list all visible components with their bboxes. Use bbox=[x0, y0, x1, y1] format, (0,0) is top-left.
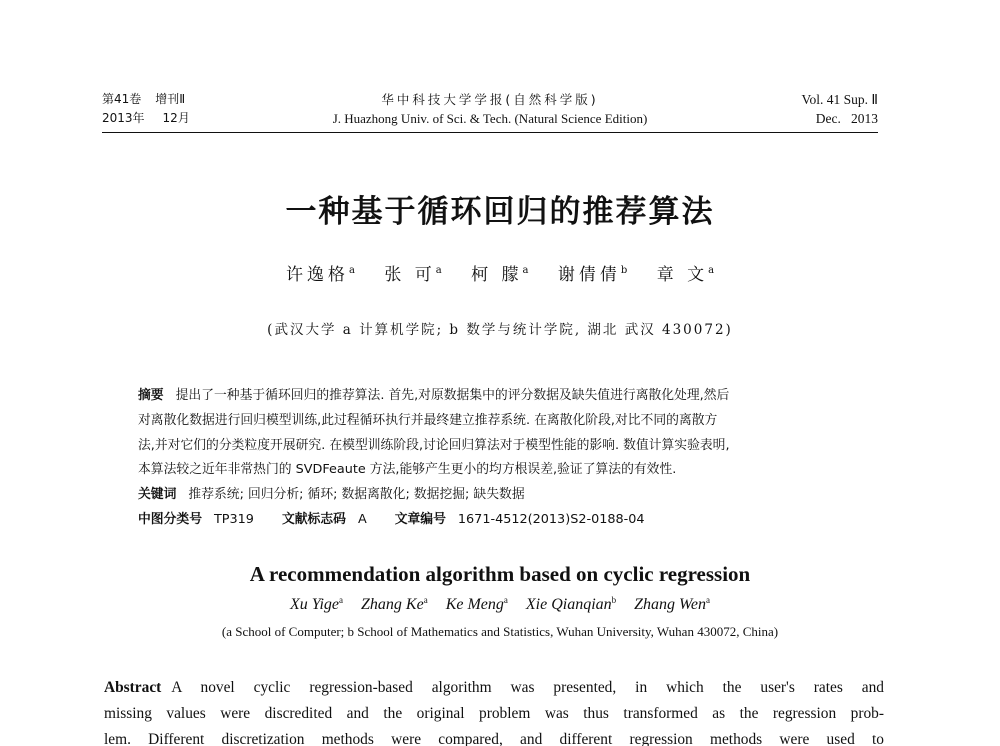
keywords-cn bbox=[138, 483, 858, 508]
author-cn: 章 文$^a$ bbox=[656, 265, 715, 285]
abstract-line-cn: 法,并对它们的分类粒度开展研究. 在模型训练阶段,讨论回归算法对于模型性能的影响. 数值计算实验表明, bbox=[138, 437, 730, 453]
abstract-block-cn bbox=[138, 384, 858, 533]
paper-title-cn: 一种基于循环回归的推荐算法 bbox=[285, 194, 715, 230]
author-cn: 张 可$^a$ bbox=[384, 265, 442, 285]
author-list-en bbox=[0, 595, 1000, 614]
abstract-line-cn: 本算法较之近年非常热门的 SVDFeaute 方法,能够产生更小的均方根误差,验证了算法的有效性. bbox=[138, 462, 677, 478]
abstract-line-en: lem. Different discretization methods were compared, and different regression methods were used to bbox=[104, 731, 884, 746]
paper-title-en: A recommendation algorithm based on cyclic regression bbox=[249, 562, 751, 586]
keywords-value-cn: 推荐系统; 回归分析; 循环; 数据离散化; 数据挖掘; 缺失数据 bbox=[188, 487, 525, 503]
author-en: Xie Qianqian$^b$ bbox=[525, 595, 617, 613]
header-year: 2013年 bbox=[102, 111, 145, 125]
header-volume: 第41卷 bbox=[102, 92, 142, 106]
author-list-cn bbox=[0, 260, 1000, 285]
author-en: Zhang Ke$^a$ bbox=[361, 595, 428, 613]
author-cn: 柯 朦$^a$ bbox=[471, 265, 529, 285]
clc-label: 中图分类号 bbox=[138, 511, 202, 527]
journal-name-cn: 华中科技大学学报(自然科学版) bbox=[381, 92, 599, 107]
doc-code-value: A bbox=[357, 511, 367, 527]
abstract-block-en bbox=[104, 675, 884, 746]
article-no-label: 文章编号 bbox=[394, 511, 446, 527]
header-supplement: 增刊Ⅱ bbox=[155, 92, 186, 106]
clc-value: TP319 bbox=[213, 511, 254, 527]
header-vol-en: Vol. 41 Sup. Ⅱ bbox=[801, 92, 878, 107]
classification-line bbox=[138, 508, 858, 533]
abstract-line-en: Abstract A novel cyclic regression-based algorithm was presented, in which the user's rates and bbox=[104, 679, 884, 696]
article-no-value: 1671-4512(2013)S2-0188-04 bbox=[457, 511, 645, 527]
keywords-label-cn: 关键词 bbox=[138, 487, 177, 503]
header-journal bbox=[102, 90, 878, 128]
author-en: Ke Meng$^a$ bbox=[445, 595, 508, 613]
journal-name-en: J. Huazhong Univ. of Sci. & Tech. (Natural Science Edition) bbox=[332, 111, 648, 126]
abstract-line-cn: 对离散化数据进行回归模型训练,此过程循环执行并最终建立推荐系统. 在离散化阶段,对比不同的离散方 bbox=[138, 412, 718, 428]
author-cn: 谢倩倩$^b$ bbox=[557, 265, 628, 285]
header-volume-en bbox=[801, 90, 878, 128]
author-en: Zhang Wen$^a$ bbox=[634, 595, 711, 613]
abstract-label-en: Abstract bbox=[104, 679, 162, 696]
author-cn: 许逸格$^a$ bbox=[285, 265, 355, 285]
abstract-label-cn: 摘要 bbox=[138, 388, 164, 403]
author-en: Xu Yige$^a$ bbox=[289, 595, 344, 613]
doc-code-label: 文献标志码 bbox=[281, 511, 346, 527]
header-date-en: Dec. 2013 bbox=[815, 111, 878, 126]
header-month: 12月 bbox=[162, 111, 190, 125]
affiliation-cn: (武汉大学 a 计算机学院; b 数学与统计学院, 湖北 武汉 430072) bbox=[267, 322, 733, 338]
abstract-line-cn: 摘要 提出了一种基于循环回归的推荐算法. 首先,对原数据集中的评分数据及缺失值进行离散化处理,然后 bbox=[138, 388, 730, 403]
affiliation-en: (a School of Computer; b School of Mathematics and Statistics, Wuhan University, Wuhan 430072, China) bbox=[221, 624, 779, 639]
running-header bbox=[102, 88, 878, 133]
abstract-line-en: missing values were discredited and the original problem was thus transformed as the regression prob- bbox=[104, 705, 884, 722]
